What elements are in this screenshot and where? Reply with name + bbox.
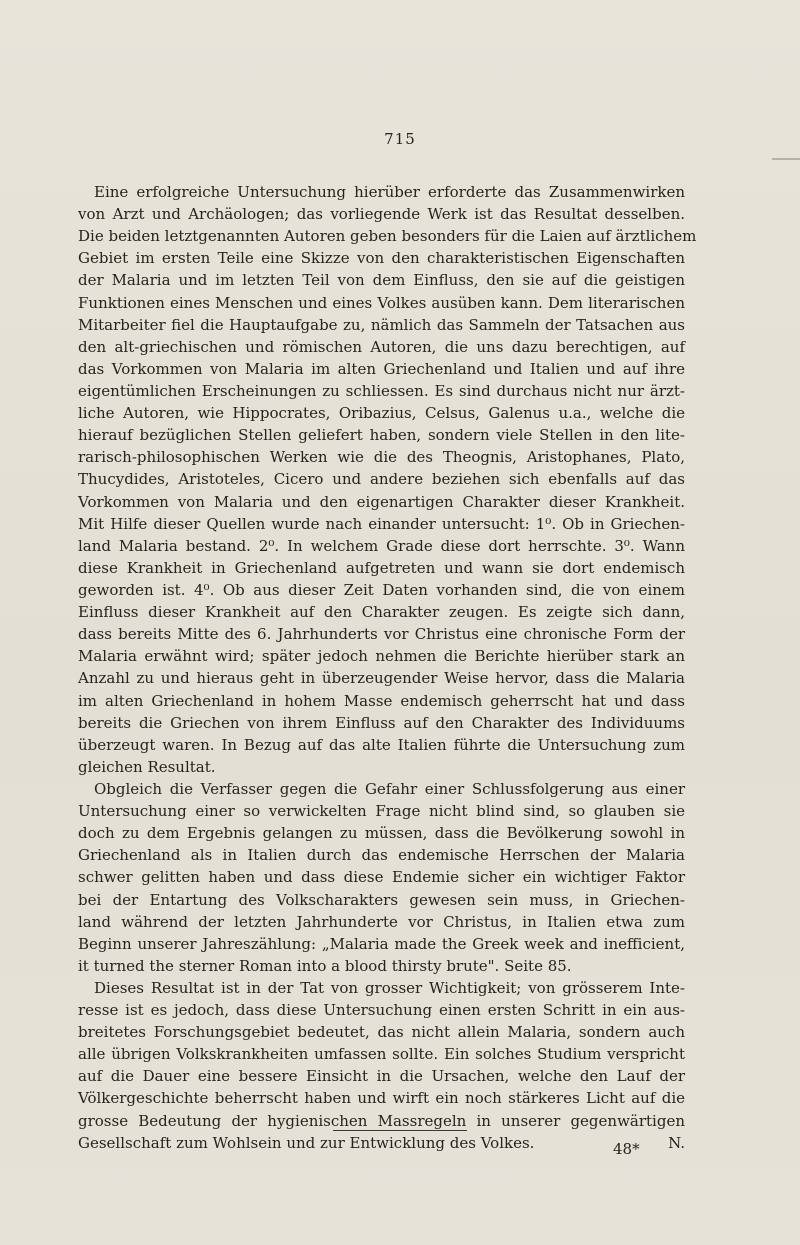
text-line: dass bereits Mitte des 6. Jahrhunderts vor Christus eine chronische Form der xyxy=(78,625,685,644)
text-line: gleichen Resultat. xyxy=(78,757,216,776)
text-line: Mitarbeiter fiel die Hauptaufgabe zu, nämlich das Sammeln der Tatsachen aus xyxy=(78,315,685,334)
text-line: bei der Entartung des Volkscharakters gewesen sein muss, in Griechen- xyxy=(78,890,685,909)
text-line: it turned the sterner Roman into a blood thirsty brute". Seite 85. xyxy=(78,956,572,975)
text-line: schwer gelitten haben und dass diese Endemie sicher ein wichtiger Faktor xyxy=(78,868,685,887)
text-line: Einfluss dieser Krankheit auf den Charakter zeugen. Es zeigte sich dann, xyxy=(78,603,685,622)
text-line: grosse Bedeutung der hygienischen Massregeln in unserer gegenwärtigen xyxy=(78,1111,685,1130)
reviewer-signature: N. xyxy=(668,1133,685,1152)
review-text xyxy=(78,181,697,1154)
text-line: Obgleich die Verfasser gegen die Gefahr einer Schlussfolgerung aus einer xyxy=(94,779,685,798)
text-line: breitetes Forschungsgebiet bedeutet, das nicht allein Malaria, sondern auch xyxy=(78,1023,685,1042)
footnote-rule xyxy=(333,1130,467,1131)
text-line: überzeugt waren. In Bezug auf das alte Italien führte die Untersuchung zum xyxy=(78,735,685,754)
page-number: 715 xyxy=(384,130,416,148)
text-line: bereits die Griechen von ihrem Einfluss auf den Charakter des Individuums xyxy=(78,713,685,732)
page-edge-mark xyxy=(772,158,800,160)
text-line: den alt-griechischen und römischen Autoren, die uns dazu berechtigen, auf xyxy=(78,337,685,356)
text-line: im alten Griechenland in hohem Masse endemisch geherrscht hat und dass xyxy=(78,691,685,710)
text-line: hierauf bezüglichen Stellen geliefert haben, sondern viele Stellen in den lite- xyxy=(78,426,685,445)
text-line: Dieses Resultat ist in der Tat von grosser Wichtigkeit; von grösserem Inte- xyxy=(94,978,685,997)
text-line: Eine erfolgreiche Untersuchung hierüber erforderte das Zusammenwirken xyxy=(94,183,685,201)
text-line: geworden ist. 4⁰. Ob aus dieser Zeit Daten vorhanden sind, die von einem xyxy=(78,580,685,599)
text-line: diese Krankheit in Griechenland aufgetreten und wann sie dort endemisch xyxy=(78,558,685,577)
text-line: Funktionen eines Menschen und eines Volkes ausüben kann. Dem literarischen xyxy=(78,293,685,312)
text-line: eigentümlichen Erscheinungen zu schliessen. Es sind durchaus nicht nur ärzt- xyxy=(78,381,685,400)
signature-mark: 48* xyxy=(613,1140,640,1158)
text-line: resse ist es jedoch, dass diese Untersuchung einen ersten Schritt in ein aus- xyxy=(78,1001,685,1020)
text-line: doch zu dem Ergebnis gelangen zu müssen, dass die Bevölkerung sowohl in xyxy=(78,824,685,843)
text-line: Gesellschaft zum Wohlsein und zur Entwicklung des Volkes. xyxy=(78,1133,535,1152)
text-line: der Malaria und im letzten Teil von dem Einfluss, den sie auf die geistigen xyxy=(78,271,685,290)
text-line: Griechenland als in Italien durch das endemische Herrschen der Malaria xyxy=(78,846,685,865)
paragraph xyxy=(78,778,685,977)
text-line: Die beiden letztgenannten Autoren geben besonders für die Laien auf ärztlichem xyxy=(78,227,697,246)
text-line: Völkergeschichte beherrscht haben und wirft ein noch stärkeres Licht auf die xyxy=(78,1089,685,1108)
paragraph xyxy=(78,977,685,1154)
text-line: Vorkommen von Malaria und den eigenartigen Charakter dieser Krankheit. xyxy=(78,492,685,511)
paragraph xyxy=(78,181,697,778)
text-line: Gebiet im ersten Teile eine Skizze von den charakteristischen Eigenschaften xyxy=(78,249,685,268)
text-line: auf die Dauer eine bessere Einsicht in die Ursachen, welche den Lauf der xyxy=(78,1067,685,1086)
text-line: Untersuchung einer so verwickelten Frage nicht blind sind, so glauben sie xyxy=(78,802,685,821)
text-line: das Vorkommen von Malaria im alten Griechenland und Italien und auf ihre xyxy=(78,359,685,378)
text-line: liche Autoren, wie Hippocrates, Oribazius, Celsus, Galenus u.a., welche die xyxy=(78,404,685,423)
text-line: Beginn unserer Jahreszählung: „Malaria made the Greek week and inefficient, xyxy=(78,934,685,953)
text-line: Malaria erwähnt wird; später jedoch nehmen die Berichte hierüber stark an xyxy=(78,647,685,666)
text-line: von Arzt und Archäologen; das vorliegende Werk ist das Resultat desselben. xyxy=(78,205,685,224)
text-line: Anzahl zu und hieraus geht in überzeugender Weise hervor, dass die Malaria xyxy=(78,669,685,688)
text-line: Thucydides, Aristoteles, Cicero und andere beziehen sich ebenfalls auf das xyxy=(78,470,685,489)
text-line: land Malaria bestand. 2⁰. In welchem Grade diese dort herrschte. 3⁰. Wann xyxy=(78,536,685,555)
text-line: Mit Hilfe dieser Quellen wurde nach einander untersucht: 1⁰. Ob in Griechen- xyxy=(78,514,685,533)
signed-last-line xyxy=(78,1132,685,1154)
text-line: land während der letzten Jahrhunderte vor Christus, in Italien etwa zum xyxy=(78,912,685,931)
text-line: rarisch-philosophischen Werken wie die des Theognis, Aristophanes, Plato, xyxy=(78,448,685,467)
text-line: alle übrigen Volkskrankheiten umfassen sollte. Ein solches Studium verspricht xyxy=(78,1045,685,1064)
